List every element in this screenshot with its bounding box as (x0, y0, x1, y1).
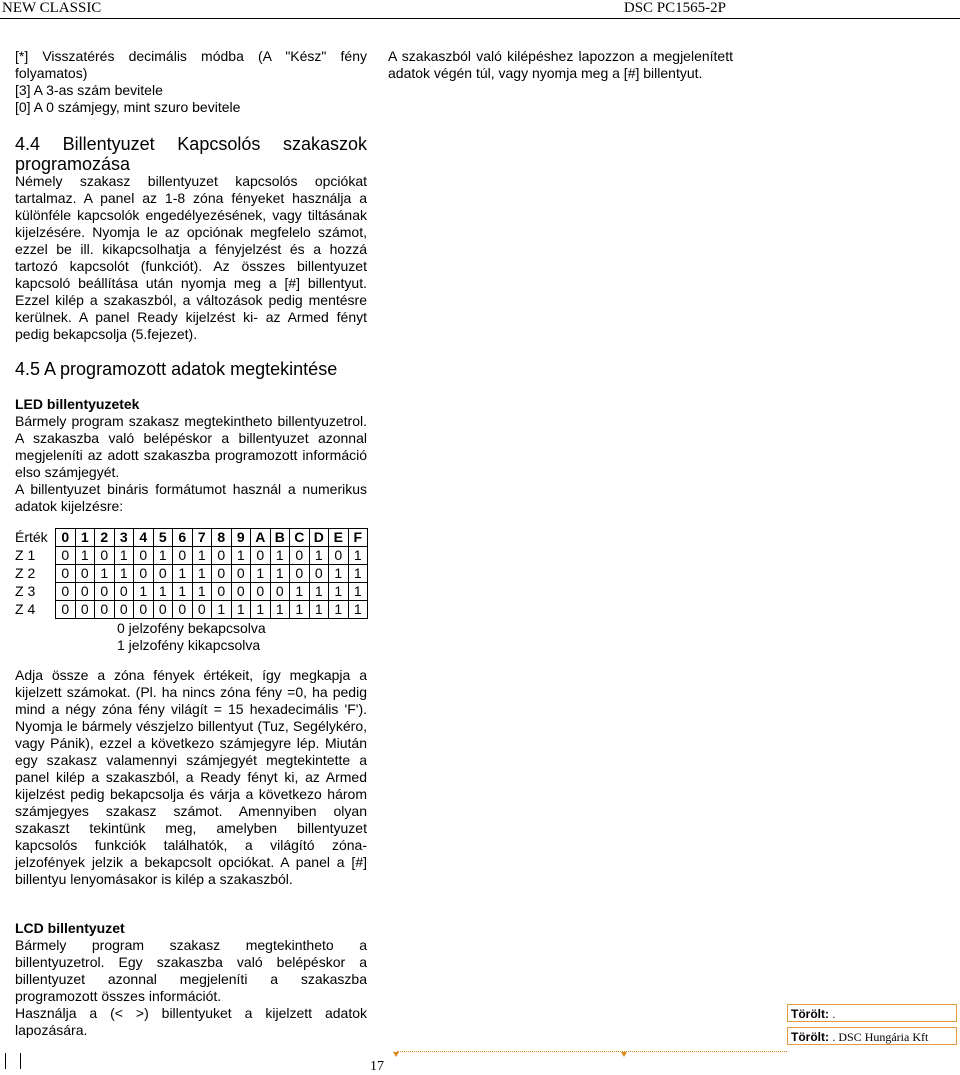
legend-one: 1 jelzofény kikapcsolva (117, 637, 261, 653)
table-cell: 1 (192, 565, 212, 583)
led-body: Bármely program szakasz megtekintheto billentyuzetrol. A szakaszba való belépéskor a billentyuzet azonnal megjeleníti az adott szakaszba programozott információ elso számjegyét. (15, 413, 367, 480)
table-cell: 1 (231, 601, 251, 619)
margin-mark (20, 1053, 21, 1069)
table-cell: 1 (348, 565, 368, 583)
margin-mark (5, 1053, 6, 1069)
table-row (15, 565, 368, 583)
table-cell: 1 (114, 547, 134, 565)
table-header-cell: 2 (95, 529, 115, 547)
table-header-cell: F (348, 529, 368, 547)
table-cell: 1 (153, 547, 173, 565)
table-cell: 1 (192, 583, 212, 601)
table-header-cell: 8 (212, 529, 232, 547)
table-cell: 1 (251, 565, 271, 583)
table-cell: 1 (134, 583, 154, 601)
table-row-label: Z 3 (15, 583, 36, 599)
header-right: DSC PC1565-2P (623, 0, 726, 16)
table-cell: 0 (75, 601, 95, 619)
table-cell: 0 (56, 583, 76, 601)
table-cell: 0 (329, 547, 349, 565)
table-row-label: Z 1 (15, 547, 36, 563)
table-row (15, 547, 368, 565)
change-marker-icon (621, 1052, 627, 1057)
table-header-cell: A (251, 529, 271, 547)
binary-value-table (15, 528, 368, 619)
table-cell: 0 (114, 601, 134, 619)
table-cell: 0 (95, 583, 115, 601)
table-row (15, 583, 368, 601)
table-cell: 1 (309, 583, 329, 601)
table-cell: 0 (192, 601, 212, 619)
table-cell: 0 (95, 547, 115, 565)
table-cell: 0 (75, 565, 95, 583)
table-cell: 1 (75, 547, 95, 565)
top-right-paragraph: A szakaszból való kilépéshez lapozzon a megjelenített adatok végén túl, vagy nyomja meg a [#] billentyut. (388, 48, 733, 81)
table-cell: 0 (75, 583, 95, 601)
table-cell: 0 (251, 547, 271, 565)
table-cell: 0 (95, 601, 115, 619)
after-table-paragraph: Adja össze a zóna fények értékeit, így megkapja a kijelzett számokat. (Pl. ha nincs zóna fény =0, ha pedig mind a négy zóna fény világít = 15 hexadecimális 'F'). Nyomja le bármely vészjelzo billentyut (Tuz, Segélykéro, vagy Pánik), ezzel a következo számjegyre lép. Miután egy szakasz valamennyi számjegyét megtekintette a panel kilép a szakaszból, a Ready fényt ki, az Armed kijelzést pedig bekapcsolja és várja a következo három számjegyes szakasz számot. Amennyiben olyan szakaszt tekintünk meg, amelyben billentyuzet kapcsolós funkciók találhatók, a világító zóna-jelzofények jelzik a bekapcsolt opciókat. A panel a [#] billentyu lenyomásakor is kilép a szakaszból. (15, 667, 367, 887)
table-cell: 1 (153, 583, 173, 601)
lcd-heading: LCD billentyuzet (15, 920, 125, 936)
table-cell: 0 (56, 547, 76, 565)
table-header-cell: 3 (114, 529, 134, 547)
table-cell: 1 (290, 583, 310, 601)
table-cell: 1 (270, 547, 290, 565)
table-cell: 1 (348, 601, 368, 619)
section-title-4-4: 4.4 Billentyuzet Kapcsolós szakaszok programozása (15, 134, 367, 174)
table-cell: 1 (309, 601, 329, 619)
table-cell: 0 (309, 565, 329, 583)
deleted-label: Törölt: (791, 1007, 829, 1021)
table-row (15, 601, 368, 619)
table-header-cell: 7 (192, 529, 212, 547)
table-cell: 1 (309, 547, 329, 565)
section-4-4-body: Némely szakasz billentyuzet kapcsolós opciókat tartalmaz. A panel az 1-8 zóna fényeket használja a különféle kapcsolók engedélyezésének, vagy tiltásának kijelzésére. Nyomja le az opciónak megfelelo számot, ezzel be ill. kikapcsolhatja a fényjelzést és a hozzá tartozó kapcsolót (funkciót). Az összes billentyuzet kapcsoló beállítása után nyomja meg a [#] billentyut. Ezzel kilép a szakaszból, a változások pedig mentésre kerülnek. A panel Ready kijelzést ki- az Armed fényt pedig bekapcsolja (5.fejezet). (15, 173, 367, 342)
table-row-label: Z 4 (15, 601, 36, 617)
list-item: [0] A 0 számjegy, mint szuro bevitele (15, 99, 241, 115)
table-header-cell: 1 (75, 529, 95, 547)
table-header-cell: 0 (56, 529, 76, 547)
table-cell: 1 (251, 601, 271, 619)
table-header-row (15, 529, 368, 547)
table-cell: 0 (134, 547, 154, 565)
list-item: [*] Visszatérés decimális módba (A "Kész" fény folyamatos) (15, 48, 367, 81)
table-cell: 1 (192, 547, 212, 565)
table-cell: 1 (212, 601, 232, 619)
table-cell: 1 (329, 565, 349, 583)
deleted-annotation[interactable] (787, 1027, 957, 1045)
table-cell: 0 (56, 565, 76, 583)
led-body-2: A billentyuzet bináris formátumot használ a numerikus adatok kijelzésre: (15, 481, 367, 514)
deleted-annotation[interactable] (787, 1004, 957, 1022)
table-header-cell: B (270, 529, 290, 547)
table-cell: 1 (270, 565, 290, 583)
table-cell: 0 (270, 583, 290, 601)
table-cell: 0 (173, 547, 193, 565)
table-cell: 0 (114, 583, 134, 601)
table-cell: 1 (173, 565, 193, 583)
table-header-cell: 6 (173, 529, 193, 547)
table-cell: 1 (270, 601, 290, 619)
top-left-list (15, 48, 367, 116)
table-cell: 1 (348, 547, 368, 565)
section-title-4-5: 4.5 A programozott adatok megtekintése (15, 359, 338, 379)
table-cell: 0 (251, 583, 271, 601)
deleted-label: Törölt: (791, 1030, 829, 1044)
table-row-label: Érték (15, 529, 48, 545)
table-header-cell: 9 (231, 529, 251, 547)
deleted-value: . DSC Hungária Kft (832, 1030, 929, 1044)
table-cell: 0 (134, 601, 154, 619)
table-cell: 1 (95, 565, 115, 583)
table-cell: 1 (173, 583, 193, 601)
table-cell: 1 (290, 601, 310, 619)
list-item: [3] A 3-as szám bevitele (15, 82, 163, 98)
table-cell: 0 (153, 565, 173, 583)
led-heading: LED billentyuzetek (15, 396, 140, 412)
lcd-body: Bármely program szakasz megtekintheto a billentyuzetrol. Egy szakaszba való belépéskor a billentyuzet azonnal megjeleníti a szakaszba programozott összes információt. (15, 937, 367, 1004)
page-number: 17 (370, 1059, 384, 1074)
header-left: NEW CLASSIC (2, 0, 102, 16)
table-cell: 1 (231, 547, 251, 565)
table-header-cell: 5 (153, 529, 173, 547)
legend-zero: 0 jelzofény bekapcsolva (117, 620, 266, 636)
lcd-body-2: Használja a (< >) billentyuket a kijelzett adatok lapozására. (15, 1005, 367, 1038)
table-cell: 0 (212, 547, 232, 565)
table-header-cell: E (329, 529, 349, 547)
table-cell: 1 (114, 565, 134, 583)
table-cell: 0 (212, 583, 232, 601)
running-header (0, 0, 960, 19)
table-cell: 0 (231, 565, 251, 583)
table-cell: 0 (231, 583, 251, 601)
table-cell: 0 (134, 565, 154, 583)
table-row-label: Z 2 (15, 565, 36, 581)
table-header-cell: D (309, 529, 329, 547)
table-cell: 0 (290, 547, 310, 565)
table-cell: 1 (329, 583, 349, 601)
table-cell: 0 (212, 565, 232, 583)
table-cell: 0 (153, 601, 173, 619)
annotation-connector (397, 1051, 787, 1052)
table-cell: 0 (290, 565, 310, 583)
change-marker-icon (393, 1052, 399, 1057)
table-cell: 1 (329, 601, 349, 619)
table-header-cell: 4 (134, 529, 154, 547)
table-cell: 0 (173, 601, 193, 619)
table-header-cell: C (290, 529, 310, 547)
table-cell: 1 (348, 583, 368, 601)
table-cell: 0 (56, 601, 76, 619)
deleted-value: . (832, 1007, 836, 1021)
